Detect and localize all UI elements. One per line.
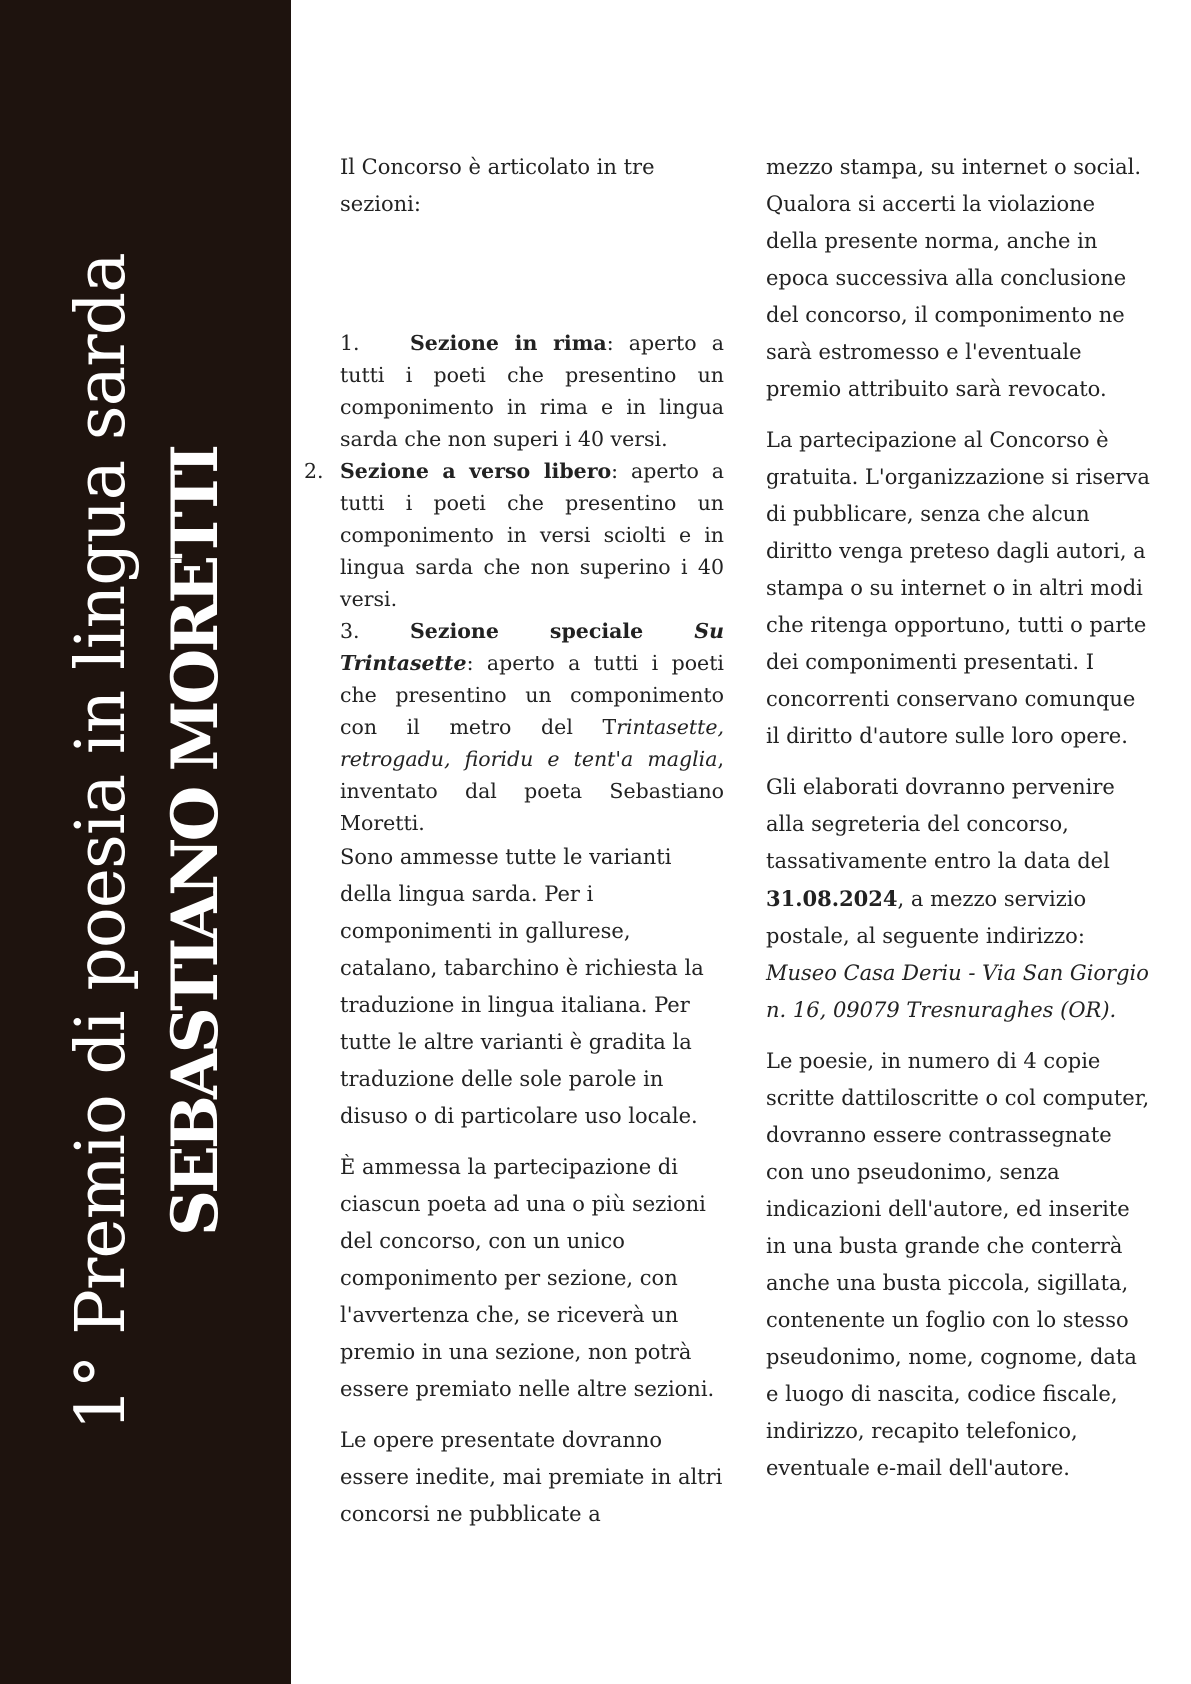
section-name: Sezione speciale (409, 619, 695, 643)
varianti-paragraph: Sono ammesse tutte le varianti della lingua sarda. Per i componimenti in gallurese, catalano, tabarchino è richiesta la traduzione in lingua italiana. Per tutte le altre varianti è gradita la traduzione delle sole parole in disuso o di particolare uso locale. (340, 845, 704, 1128)
vertical-title (6, 192, 286, 1492)
section-text-italic: rintasette, retrogadu, fioridu e tent'a maglia (340, 715, 724, 771)
elaborati-paragraph (766, 769, 1150, 1029)
section-text: : aperto a tutti i poeti che presentino un componimento con il metro del T (340, 651, 724, 739)
gratuita-paragraph: La partecipazione al Concorso è gratuita. L'organizzazione si riserva di pubblicare, senza che alcun diritto venga preteso dagli autori, a stampa o su internet o in altri modi che ritenga opportuno, tutti o parte dei componimenti presentati. I concorrenti conservano comunque il diritto d'autore sulle loro opere. (766, 428, 1150, 748)
section-text: : aperto a tutti i poeti che presentino un componimento in rima e in lingua sarda che non superi i 40 versi. (340, 331, 724, 451)
list-item (340, 327, 724, 455)
sections-list (304, 327, 724, 839)
list-number: 1. (340, 331, 360, 355)
intro-paragraph: Il Concorso è articolato in tre sezioni: (340, 155, 655, 216)
section-text: , inventato dal poeta Sebastiano Moretti. (340, 747, 724, 835)
elaborati-text: , a mezzo servizio postale, al seguente indirizzo: (766, 887, 1087, 948)
section-name: Sezione a verso libero (340, 459, 612, 483)
section-text: : aperto a tutti i poeti che presentino un componimento in versi sciolti e in lingua sarda che non superino i 40 versi. (340, 459, 724, 611)
section-name-italic: Su Trintasette (340, 619, 724, 675)
list-item (340, 615, 724, 839)
inedite-paragraph: Le opere presentate dovranno essere inedite, mai premiate in altri concorsi ne pubblicate a (340, 1428, 723, 1526)
deadline-date: 31.08.2024 (766, 886, 898, 911)
section-name: Sezione in rima (410, 331, 607, 355)
title-line-1: 1° Premio di poesia in lingua sarda (62, 253, 141, 1431)
partecipazione-paragraph: È ammessa la partecipazione di ciascun poeta ad una o più sezioni del concorso, con un unico componimento per sezione, con l'avvertenza che, se riceverà un premio in una sezione, non potrà essere premiato nelle altre sezioni. (340, 1155, 715, 1401)
list-item (304, 455, 724, 615)
list-number: 2. (304, 459, 324, 483)
left-text-column (304, 149, 724, 1533)
poesie-paragraph: Le poesie, in numero di 4 copie scritte dattiloscritte o col computer, dovranno essere contrassegnate con uno pseudonimo, senza indicazioni dell'autore, ed inserite in una busta grande che conterrà anche una busta piccola, sigillata, contenente un foglio con lo stesso pseudonimo, nome, cognome, data e luogo di nascita, codice fiscale, indirizzo, recapito telefonico, eventuale e-mail dell'autore. (766, 1049, 1150, 1480)
title-sidebar (0, 0, 291, 1684)
postal-address: Museo Casa Deriu - Via San Giorgio n. 16, 09079 Tresnuraghes (OR). (766, 961, 1149, 1022)
continuation-paragraph: mezzo stampa, su internet o social. Qualora si accerti la violazione della presente norma, anche in epoca successiva alla conclusione del concorso, il componimento ne sarà estromesso e l'eventuale premio attribuito sarà revocato. (766, 155, 1142, 401)
elaborati-text: Gli elaborati dovranno pervenire alla segreteria del concorso, tassativamente entro la data del (766, 775, 1115, 873)
right-text-column (766, 149, 1150, 1487)
list-number: 3. (340, 619, 360, 643)
title-line-2: SEBASTIANO MORETTI (158, 447, 233, 1237)
